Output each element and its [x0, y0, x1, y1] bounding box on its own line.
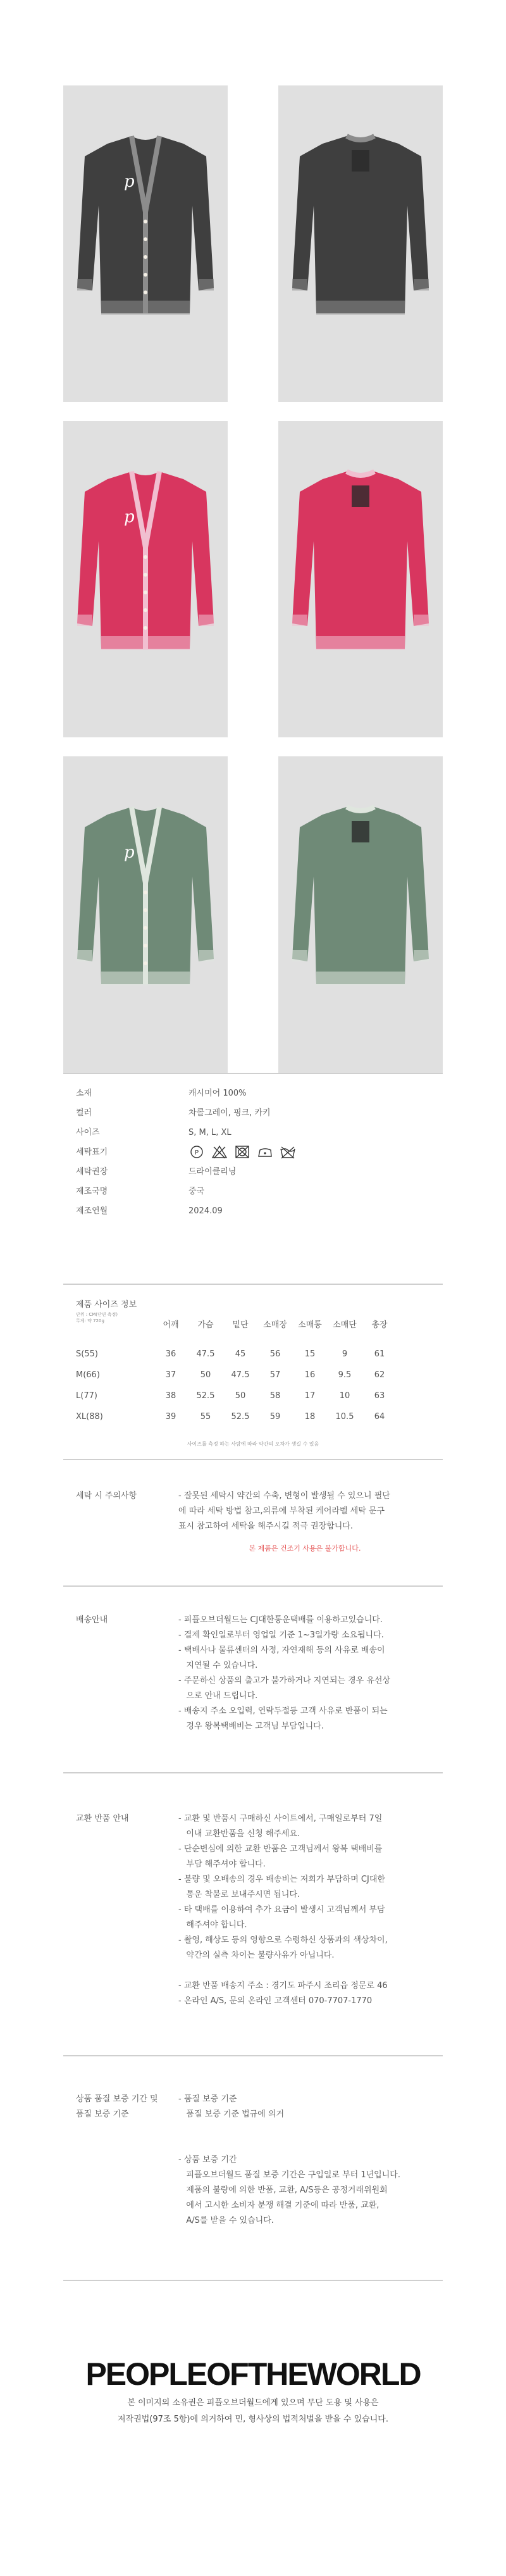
size-table-cell: 45	[235, 1349, 246, 1359]
text-line: 경우 왕복택배비는 고객님 부담입니다.	[178, 1722, 324, 1731]
spec-row	[76, 1127, 430, 1139]
text-line: - 피플오브더월드는 CJ대한통운택배를 이용하고있습니다.	[178, 1615, 383, 1625]
text-line: 품질 보증 기준	[76, 2110, 129, 2119]
spec-value: 중국	[188, 1187, 205, 1196]
svg-text:p: p	[124, 172, 135, 191]
size-table-cell: 64	[374, 1412, 385, 1422]
section-divider	[63, 2280, 443, 2281]
washing-text	[178, 1489, 431, 1534]
section-divider	[63, 1585, 443, 1587]
quality-text	[178, 2092, 431, 2229]
size-table-header: 가슴	[197, 1320, 214, 1330]
text-line: - 불량 및 오배송의 경우 배송비는 저희가 부담하며 CJ대한	[178, 1875, 385, 1884]
size-table-cell: 38	[165, 1391, 176, 1401]
text-line: 상품 품질 보증 기간 및	[76, 2094, 158, 2104]
size-table-cell: 37	[165, 1370, 176, 1380]
care-label-icons	[188, 1145, 296, 1160]
section-divider	[63, 1459, 443, 1460]
copyright-notice	[0, 2395, 506, 2428]
no-wash-icon	[280, 1145, 296, 1159]
text-line: 지연될 수 있습니다.	[178, 1661, 258, 1670]
section-divider	[63, 1284, 443, 1285]
returns-label: 교환 반품 안내	[76, 1814, 129, 1823]
size-table-header: 소매장	[263, 1320, 287, 1330]
text-line	[178, 1963, 431, 1979]
size-table-cell: 62	[374, 1370, 385, 1380]
shipping-text	[178, 1613, 431, 1734]
spec-value: 캐시미어 100%	[188, 1089, 247, 1098]
svg-text:p: p	[124, 843, 135, 862]
charcoal-gray-cardigan-front-photo	[63, 85, 228, 402]
text-line: - 교환 반품 배송지 주소 : 경기도 파주시 조리읍 정문로 46	[178, 1981, 388, 1991]
size-table-size: M(66)	[76, 1370, 100, 1380]
spec-value: 차콜그레이, 핑크, 카키	[188, 1108, 271, 1118]
text-line: 에서 고시한 소비자 분쟁 해결 기준에 따라 반품, 교환,	[178, 2201, 379, 2210]
size-table-cell: 47.5	[231, 1370, 250, 1380]
size-table-cell: 16	[304, 1370, 316, 1380]
size-table-size: XL(88)	[76, 1412, 103, 1422]
size-table-cell: 52.5	[196, 1391, 215, 1401]
spec-value: S, M, L, XL	[188, 1128, 231, 1137]
size-table-size: S(55)	[76, 1349, 98, 1359]
svg-text:p: p	[124, 508, 135, 527]
text-line: 에 따라 세탁 방법 참고,의류에 부착된 케어라벨 세탁 문구	[178, 1506, 385, 1516]
spec-row	[76, 1205, 430, 1218]
spec-label: 컬러	[76, 1108, 92, 1118]
khaki-cardigan-back-photo	[278, 756, 443, 1073]
brand-logo: PEOPLEOFTHEWORLD	[85, 2356, 421, 2392]
charcoal-gray-cardigan-back-photo	[278, 85, 443, 402]
size-table-cell: 15	[304, 1349, 316, 1359]
spec-row	[76, 1185, 430, 1198]
pink-cardigan-front-photo	[63, 421, 228, 737]
dryer-warning: 본 제품은 건조기 사용은 불가합니다.	[249, 1544, 361, 1553]
text-line: 부담 해주셔야 합니다.	[178, 1860, 266, 1869]
size-table-cell: 9	[342, 1349, 348, 1359]
section-divider	[63, 1073, 443, 1074]
size-unit-line: 단위 : CM(단면 측정)	[76, 1312, 118, 1317]
size-table-cell: 9.5	[338, 1370, 352, 1380]
spec-value: 드라이클리닝	[188, 1167, 237, 1177]
text-line: - 결제 확인일로부터 영업일 기준 1~3일가량 소요됩니다.	[178, 1630, 384, 1640]
quality-label	[76, 2092, 158, 2122]
text-line: 본 이미지의 소유권은 피플오브더월드에게 있으며 무단 도용 및 사용은	[127, 2398, 379, 2408]
size-table-cell: 10.5	[335, 1412, 354, 1422]
section-divider	[63, 1772, 443, 1773]
text-line: - 주문하신 상품의 출고가 불가하거나 지연되는 경우 유선상	[178, 1676, 391, 1685]
size-table-cell: 59	[269, 1412, 281, 1422]
text-line: - 배송지 주소 오입력, 연락두절등 고객 사유로 반품이 되는	[178, 1706, 388, 1716]
no-bleach-icon	[211, 1145, 228, 1159]
size-table-cell: 57	[269, 1370, 281, 1380]
text-line: 해주셔야 합니다.	[178, 1920, 247, 1930]
text-line: 품질 보증 기준 법규에 의거	[178, 2110, 285, 2119]
khaki-cardigan-front-photo	[63, 756, 228, 1073]
section-divider	[63, 2055, 443, 2056]
size-table-cell: 39	[165, 1412, 176, 1422]
size-table-cell: 63	[374, 1391, 385, 1401]
size-table-header: 총장	[371, 1320, 388, 1330]
size-info-title: 제품 사이즈 정보	[76, 1300, 137, 1310]
size-table-cell: 61	[374, 1349, 385, 1359]
size-weight-line: 무게: 약 720g	[76, 1318, 104, 1323]
text-line: 피플오브더월드 품질 보증 기간은 구입일로 부터 1년입니다.	[178, 2170, 400, 2180]
text-line: - 품질 보증 기준	[178, 2094, 237, 2104]
spec-row	[76, 1087, 430, 1100]
size-table-cell: 55	[200, 1412, 211, 1422]
spec-label: 소재	[76, 1089, 92, 1098]
size-table-cell: 36	[165, 1349, 176, 1359]
size-table-cell: 50	[235, 1391, 246, 1401]
spec-label: 세탁표기	[76, 1147, 108, 1157]
washing-label: 세탁 시 주의사항	[76, 1491, 137, 1501]
shipping-label: 배송안내	[76, 1615, 108, 1625]
size-table-cell: 56	[269, 1349, 281, 1359]
text-line: - 단순변심에 의한 교환 반품은 고객님께서 왕복 택배비를	[178, 1844, 383, 1854]
text-line: - 잘못된 세탁시 약간의 수축, 변형이 발생될 수 있으니 필단	[178, 1491, 390, 1501]
spec-label: 제조연월	[76, 1206, 108, 1216]
dry-clean-icon	[188, 1145, 205, 1159]
size-table-header: 소매통	[298, 1320, 322, 1330]
size-table-header: 소매단	[333, 1320, 357, 1330]
spec-row	[76, 1107, 430, 1120]
spec-value: 2024.09	[188, 1206, 223, 1216]
size-table-cell: 58	[269, 1391, 281, 1401]
svg-text:P: P	[194, 1149, 199, 1156]
pink-cardigan-back-photo	[278, 421, 443, 737]
text-line: 약간의 실측 차이는 불량사유가 아닙니다.	[178, 1951, 335, 1960]
size-table-size: L(77)	[76, 1391, 97, 1401]
size-table-cell: 18	[304, 1412, 316, 1422]
text-line: - 교환 및 반품시 구매하신 사이트에서, 구매일로부터 7일	[178, 1814, 383, 1823]
spec-row	[76, 1166, 430, 1179]
size-table-header: 밑단	[232, 1320, 249, 1330]
text-line: - 온라인 A/S, 문의 온라인 고객센터 070-7707-1770	[178, 1996, 373, 2006]
text-line	[178, 2137, 431, 2153]
spec-label: 사이즈	[76, 1128, 100, 1137]
no-tumble-dry-icon	[234, 1145, 250, 1159]
text-line: A/S를 받을 수 있습니다.	[178, 2216, 274, 2225]
text-line: 통운 착불로 보내주시면 됩니다.	[178, 1890, 300, 1899]
text-line: - 촬영, 해상도 등의 영향으로 수령하신 상품과의 색상차이,	[178, 1935, 388, 1945]
size-table-cell: 17	[304, 1391, 316, 1401]
spec-label: 제조국명	[76, 1187, 108, 1196]
text-line: 제품의 불량에 의한 반품, 교환, A/S등은 공정거래위원회	[178, 2185, 388, 2195]
size-table-cell: 10	[339, 1391, 350, 1401]
size-table-header: 어깨	[163, 1320, 179, 1330]
returns-text	[178, 1811, 431, 2009]
text-line: - 택배사나 물류센터의 사정, 자연재해 등의 사유로 배송이	[178, 1646, 385, 1655]
text-line: 이내 교환반품을 신청 해주세요.	[178, 1829, 300, 1839]
spec-label: 세탁권장	[76, 1167, 108, 1177]
text-line	[178, 2122, 431, 2137]
text-line: 으로 안내 드립니다.	[178, 1691, 258, 1701]
text-line: 표시 참고하여 세탁을 해주시길 적극 권장합니다.	[178, 1522, 353, 1531]
size-measure-note: 사이즈를 측정 하는 사람에 따라 약간의 오차가 생길 수 있음	[187, 1441, 319, 1447]
size-unit-note	[76, 1311, 118, 1324]
text-line: - 타 택배를 이용하여 추가 요금이 발생시 고객님께서 부담	[178, 1905, 385, 1915]
size-table-cell: 47.5	[196, 1349, 215, 1359]
low-iron-icon	[257, 1145, 273, 1159]
text-line: 저작권법(97조 5항)에 의거하여 민, 형사상의 법적처벌을 받을 수 있습니다.	[118, 2415, 388, 2424]
text-line: - 상품 보증 기간	[178, 2155, 237, 2165]
size-table-cell: 52.5	[231, 1412, 250, 1422]
size-table-cell: 50	[200, 1370, 211, 1380]
